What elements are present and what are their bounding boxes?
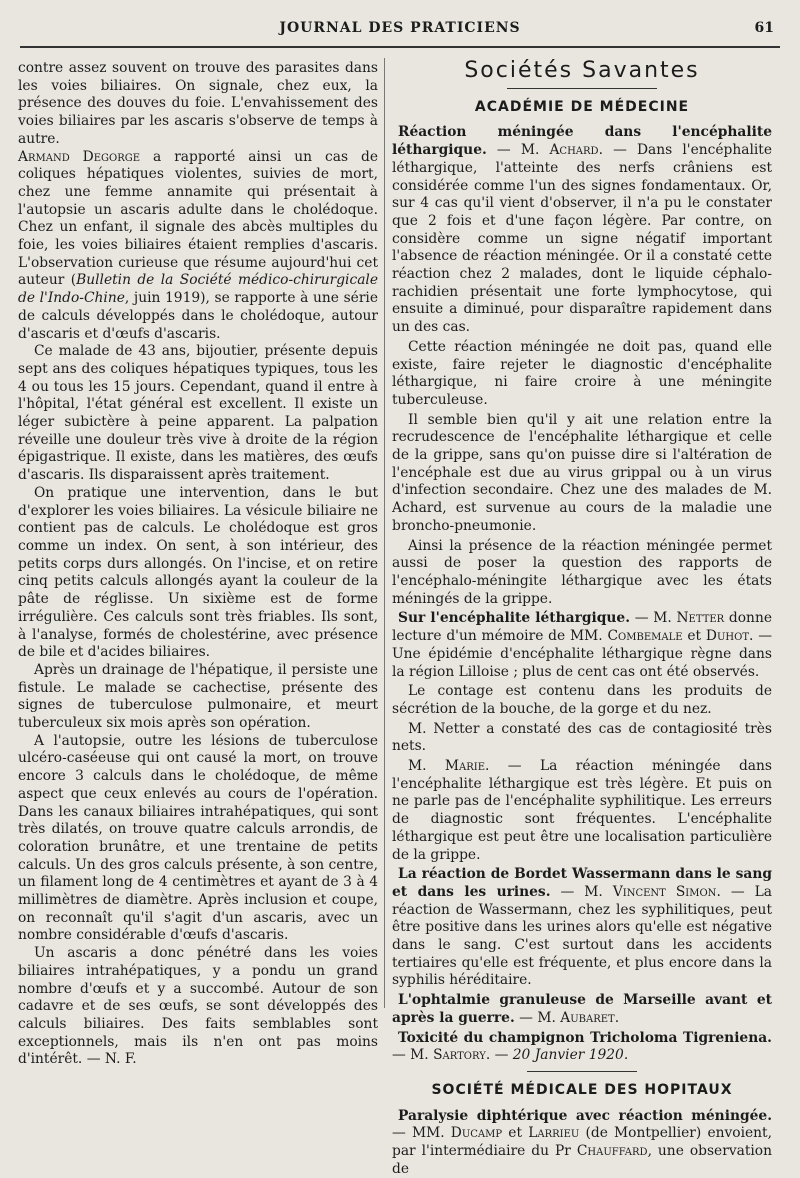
entry-title: Sur l'encéphalite léthargique. [398, 610, 631, 627]
author-name: M. Marie [408, 758, 486, 775]
paragraph: Le contage est contenu dans les produits de sécrétion de la bouche, de la gorge et du nez. [392, 683, 772, 717]
paragraph: A l'autopsie, outre les lésions de tuberculose ulcéro-caséeuse qui ont causé la mort, on trouve encore 3 calculs dans le cholédoque, de même aspect que ceux enlevés au cours de l'opération. Dans les canaux biliaires intrahépatiques, qui sont très dilatés, on trouve quatre calculs arrondis, de coloration brunâtre, et une trentaine de petits calculs. Un des gros calculs présente, à son centre, un filament long de 4 centimètres et ayant de 3 à 4 millimètres de diamètre. Après inclusion et coupe, on reconnaît qu'il s'agit d'un ascaris, avec un nombre considérable d'œufs d'ascaris. [18, 732, 378, 944]
report-entry [392, 1030, 772, 1065]
section-title: Sociétés Savantes [464, 58, 700, 83]
author-name: Netter [676, 610, 725, 627]
journal-reference: Bulletin de la Société médico-chirurgicale de l'Indo-Chine [18, 272, 379, 307]
text-span: — M. [392, 1047, 434, 1064]
paragraph: On pratique une intervention, dans le but d'explorer les voies biliaires. La vésicule biliaire ne contient pas de calculs. Le cholédoque est gros comme un index. On sent, à son intérieur, des petits corps durs allongés. On l'incise, et on retire cinq petits calculs allongés ayant la couleur de la pâte de réglisse. Un sixième est de forme irrégulière. Ces calculs sont très friables. Ils sont, à l'analyse, formés de cholestérine, avec présence de bile et d'acides biliaires. [18, 484, 378, 661]
entry-title: Paralysie diphtérique avec réaction méningée. [398, 1107, 772, 1124]
text-span: donne lecture d'un mémoire de MM. [392, 610, 772, 645]
entry-title: Réaction méningée dans l'encéphalite léthargique. [392, 124, 772, 159]
text-span: . [614, 1009, 620, 1026]
author-name: Vincent Simon [612, 883, 717, 900]
text-span: et [682, 628, 706, 645]
report-entry [392, 610, 772, 681]
entry-title: L'ophtalmie granuleuse de Marseille avant et après la guerre. [392, 992, 772, 1026]
report-entry [392, 1108, 772, 1178]
paragraph: Il semble bien qu'il y ait une relation entre la recrudescence de l'encéphalite léthargique et celle de la grippe, sans qu'on puisse dire si l'altération de l'encéphale est due au virus grippal ou à un virus d'infection secondaire. Chez une des malades de M. Achard, est survenue au cours de la maladie une broncho-pneumonie. [392, 411, 772, 534]
paragraph: Après un drainage de l'hépatique, il persiste une fistule. Le malade se cachectise, présente des signes de tuberculose pulmonaire, et meurt tuberculeux six mois après son opération. [18, 661, 378, 732]
report-entry [392, 124, 772, 336]
entry-title: La réaction de Bordet Wassermann dans le sang et dans les urines. [392, 866, 772, 900]
report-entry [392, 866, 772, 990]
entry-title: Toxicité du champignon Tricholoma Tigreniena. [398, 1029, 772, 1046]
text-span: — M. [550, 883, 613, 900]
text-span: . — Une épidémie d'encéphalite léthargique règne dans la région Lilloise ; plus de cent cas ont été observés. [392, 628, 773, 680]
author-name: Sartory [433, 1047, 486, 1064]
author-name: Ducamp [450, 1125, 503, 1142]
author-name: Aubaret [560, 1009, 615, 1026]
page-header [20, 14, 780, 48]
paragraph [18, 149, 378, 344]
left-column [18, 60, 379, 1068]
paragraph: Cette réaction méningée ne doit pas, quand elle existe, faire rejeter le diagnostic d'encéphalite léthargique, ni faire croire à une méningite tuberculeuse. [392, 338, 772, 408]
text-span: — M. [630, 610, 677, 627]
text-span: . — La réaction méningée dans l'encéphalite léthargique est très légère. Et puis on ne parle pas de l'encéphalite syphilitique. Les erreurs de diagnostic sont fréquentes. L'encéphalite léthargique est peut être une localisation particulière de la grippe. [392, 758, 772, 863]
right-column [392, 58, 773, 1177]
divider-rule [507, 88, 657, 89]
text-span: , juin 1919), se rapporte à une série de calculs développés dans le cholédoque, autour d'ascaris et d'œufs d'ascaris. [18, 290, 378, 342]
paragraph: Ainsi la présence de la réaction méningée permet aussi de poser la question des rapports de l'encéphalo-méningite léthargique avec les états méningés de la grippe. [392, 537, 772, 607]
subsection-title: SOCIÉTÉ MÉDICALE DES HOPITAUX [431, 1081, 733, 1098]
text-span: . — Dans l'encéphalite léthargique, l'atteinte des nerfs crâniens est considérée comme l'un des signes fondamentaux. Or, sur 4 cas qu'il vient d'observer, il n'a pu le constater que 2 fois et d'une façon légère. Par contre, on considère comme un signe négatif important l'absence de réaction méningée. Or il a constaté cette réaction chez 2 malades, dont le liquide céphalo-rachidien présentait une forte lymphocytose, qui ensuite a diminué, pour disparaître rapidement dans un des cas. [392, 142, 772, 336]
text-span: — MM. [392, 1125, 451, 1142]
text-span: — M. [514, 1009, 561, 1026]
text-span: , une observation de [392, 1143, 772, 1177]
subsection-title: ACADÉMIE DE MÉDECINE [474, 98, 690, 115]
text-span: . — [485, 1047, 513, 1064]
report-entry [392, 992, 772, 1027]
text-span: — [486, 142, 521, 159]
divider-rule [527, 1071, 637, 1072]
paragraph: M. Netter a constaté des cas de contagiosité très nets. [392, 720, 772, 755]
paragraph: contre assez souvent on trouve des parasites dans les voies biliaires. On signale, chez eux, la présence des douves du foie. L'envahissement des voies biliaires par les ascaris s'observe de temps à autre. [18, 60, 378, 147]
text-span: et [502, 1125, 529, 1142]
paragraph: Un ascaris a donc pénétré dans les voies biliaires intrahépatiques, y a pondu un grand nombre d'œufs et y a succombé. Autour de son cadavre et de ses œufs, se sont développés des calculs biliaires. Des faits semblables sont exceptionnels, mais ils n'en ont pas moins d'intérêt. — N. F. [18, 945, 378, 1068]
author-name: Larrieu [528, 1125, 580, 1142]
page-number: 61 [754, 20, 774, 36]
author-name: Armand Degorge [18, 148, 141, 165]
paragraph [392, 758, 772, 864]
journal-title: JOURNAL DES PRATICIENS [279, 20, 521, 36]
entry-date: 20 Janvier 1920. [512, 1047, 629, 1064]
text-span: (de Montpellier) envoient, par l'intermédiaire du Pr [392, 1125, 772, 1160]
text-span: a rapporté ainsi un cas de coliques hépatiques violentes, suivies de mort, chez une femme annamite qui présentait à l'autopsie un ascaris adulte dans le cholédoque. Chez un enfant, il signale des abcès multiples du foie, les voies biliaires étaient remplies d'ascaris. L'observation curieuse que résume aujourd'hui cet auteur ( [18, 148, 378, 289]
author-name: Chauffard [576, 1143, 648, 1160]
author-name: M. Achard [520, 142, 599, 159]
author-name: Duhot [705, 628, 749, 645]
column-divider [384, 58, 385, 1008]
author-name: Combemale [607, 628, 683, 645]
text-span: . — La réaction de Wassermann, chez les syphilitiques, peut être positive dans les urines alors qu'elle est négative dans le sang. C'est surtout dans les accidents tertiaires qu'elle est fréquente, et plus encore dans la syphilis héréditaire. [392, 883, 773, 989]
paragraph: Ce malade de 43 ans, bijoutier, présente depuis sept ans des coliques hépatiques typiques, tous les 4 ou tous les 15 jours. Cependant, quand il entre à l'hôpital, l'état général est excellent. Il existe un léger subictère à peine apparent. La palpation réveille une douleur très vive à droite de la région épigastrique. Il existe, dans les matières, des œufs d'ascaris. Ils disparaissent après traitement. [18, 343, 378, 484]
